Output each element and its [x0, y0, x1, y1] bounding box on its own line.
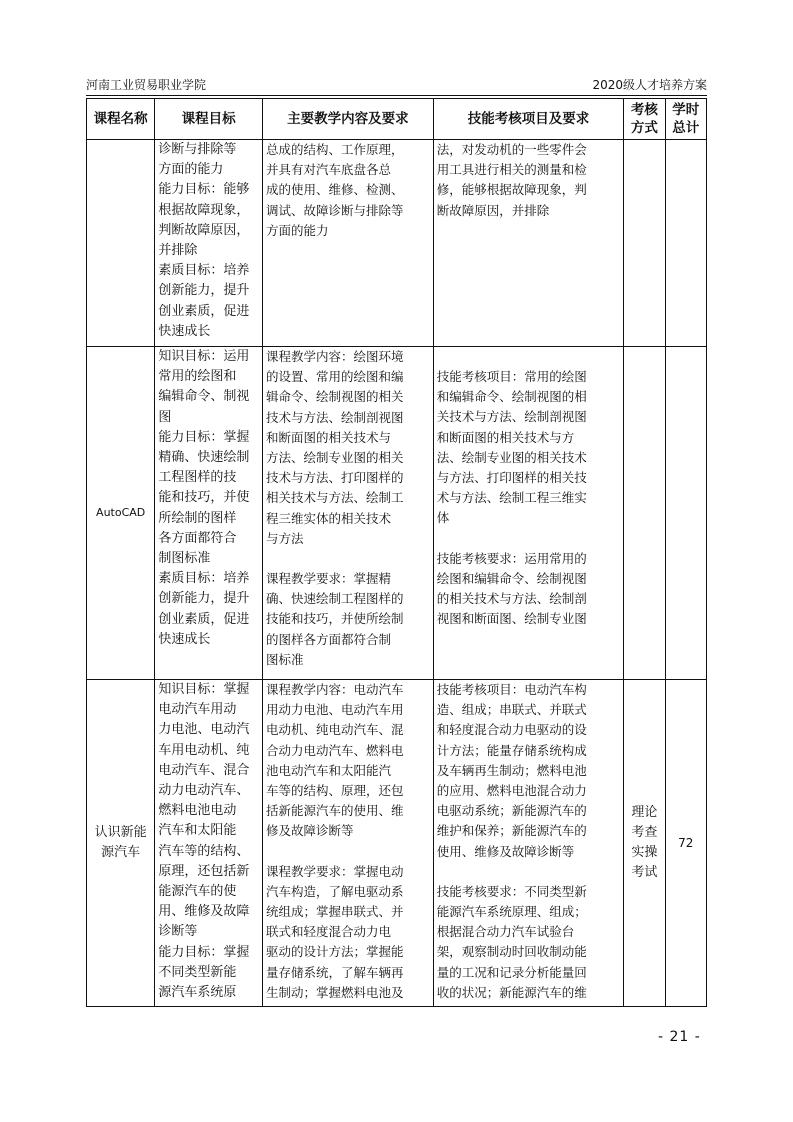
page-header [86, 77, 707, 93]
column-header-course-goal: 课程目标 [155, 99, 263, 140]
teaching-requirement-text: 课程教学要求：掌握电动 汽车构造，了解电驱动系 统组成；掌握串联式、并 联式和轻度混合动力电 驱动的设计方法；掌握能 量存储系统，了解车辆再 生制动；掌握燃料电池及 [265, 863, 404, 1000]
teaching-requirement-text: 课程教学要求：掌握精 确、快速绘制工程图样的 技能和技巧，并使所绘制 的图样各方面都符合制 图标准 [265, 571, 404, 667]
teaching-content-text: 总成的结构、工作原理， 并具有对汽车底盘各总 成的使用、维修、检测、 调试、故障诊断与排除等 方面的能力 [265, 142, 404, 238]
course-goal-cell: 知识目标：掌握 电动汽车用动 力电池、电动汽 车用电动机、纯 电动汽车、混合 动力电动汽车、 燃料电池电动 汽车和太阳能 汽车等的结构、 原理，还包括新 能源汽车的使 用、维修及故障 诊断等 能力目标：掌握 不同类型新能 源汽车系统原 [155, 680, 263, 1007]
header-rule [86, 95, 707, 96]
skill-assessment-text: 法，对发动机的一些零件会 用工具进行相关的测量和检 修，能够根据故障现象，判 断故障原因，并排除 [436, 142, 587, 218]
paragraph-gap [437, 529, 620, 549]
column-header-teaching-content: 主要教学内容及要求 [262, 99, 433, 140]
table-row [87, 347, 707, 680]
column-header-course-name: 课程名称 [87, 99, 155, 140]
skill-assessment-text: 技能考核项目：电动汽车构 造、组成；串联式、并联式 和轻度混合动力电驱动的设 计方法；能量存储系统构成 及车辆再生制动；燃料电池 的应用、燃料电池混合动力 电驱动系统；新能源汽车的 维护和保养；新能源汽车的 使用、维修及故障诊断等 [436, 682, 587, 859]
skill-requirement-text: 技能考核要求：运用常用的 绘图和编辑命令、绘制视图 的相关技术与方法、绘制剖 视图和断面图、绘制专业图 [436, 550, 587, 627]
header-document-title: 2020级人才培养方案 [592, 78, 707, 92]
teaching-content-cell [262, 680, 433, 1007]
skill-assessment-cell [433, 140, 623, 347]
exam-method-cell [624, 347, 665, 680]
total-hours-cell [665, 140, 706, 347]
teaching-content-text: 课程教学内容：电动汽车 用动力电池、电动汽车用 电动机、纯电动汽车、混 合动力电动汽车、燃料电 池电动汽车和太阳能汽 车等的结构、原理，还包 括新能源汽车的使用、维 修及故障诊断等 [265, 682, 404, 839]
paragraph-gap [266, 842, 430, 862]
total-hours-cell [665, 347, 706, 680]
skill-requirement-text: 技能考核要求：不同类型新 能源汽车系统原理、组成； 根据混合动力汽车试验台 架，观察制动时回收制动能 量的工况和记录分析能量回 收的状况；新能源汽车的维 [436, 883, 587, 1000]
curriculum-table [86, 98, 707, 1007]
total-hours-cell: 72 [665, 680, 706, 1007]
exam-method-cell: 理论 考查 实操 考试 [624, 680, 665, 1007]
skill-assessment-cell [433, 347, 623, 680]
paragraph-gap [437, 862, 620, 882]
table-row [87, 140, 707, 347]
skill-assessment-cell [433, 680, 623, 1007]
course-goal-cell: 知识目标：运用 常用的绘图和 编辑命令、制视 图 能力目标：掌握 精确、快速绘制 工程图样的技 能和技巧，并使 所绘制的图样 各方面都符合 制图标准 素质目标：培养 创新能力，提升 创业素质，促进 快速成长 [155, 347, 263, 680]
course-name-cell: 认识新能 源汽车 [87, 680, 155, 1007]
column-header-total-hours: 学时 总计 [665, 99, 706, 140]
table-header-row [87, 99, 707, 140]
skill-assessment-text: 技能考核项目：常用的绘图 和编辑命令、绘制视图的相 关技术与方法、绘制剖视图 和断面图的相关技术与方 法、绘制专业图的相关技术 与方法、打印图样的相关技 术与方法、绘制工程三维实 体 [436, 369, 587, 526]
course-name-cell: AutoCAD [87, 347, 155, 680]
header-school-name: 河南工业贸易职业学院 [86, 78, 207, 92]
column-header-exam-method: 考核 方式 [624, 99, 665, 140]
table-row [87, 680, 707, 1007]
course-name-cell [87, 140, 155, 347]
column-header-skill-assessment: 技能考核项目及要求 [433, 99, 623, 140]
paragraph-gap [266, 549, 430, 569]
exam-method-cell [624, 140, 665, 347]
teaching-content-text: 课程教学内容：绘图环境 的设置、常用的绘图和编 辑命令、绘制视图的相关 技术与方法、绘制剖视图 和断面图的相关技术与 方法、绘制专业图的相关 技术与方法、打印图样的 相关技术与方法、绘制工 程三维实体的相关技术 与方法 [265, 349, 404, 546]
teaching-content-cell [262, 347, 433, 680]
course-goal-cell: 诊断与排除等 方面的能力 能力目标：能够 根据故障现象， 判断故障原因， 并排除 素质目标：培养 创新能力，提升 创业素质，促进 快速成长 [155, 140, 263, 347]
teaching-content-cell [262, 140, 433, 347]
page-number: - 21 - [658, 1029, 701, 1045]
paragraph-gap [437, 347, 620, 367]
